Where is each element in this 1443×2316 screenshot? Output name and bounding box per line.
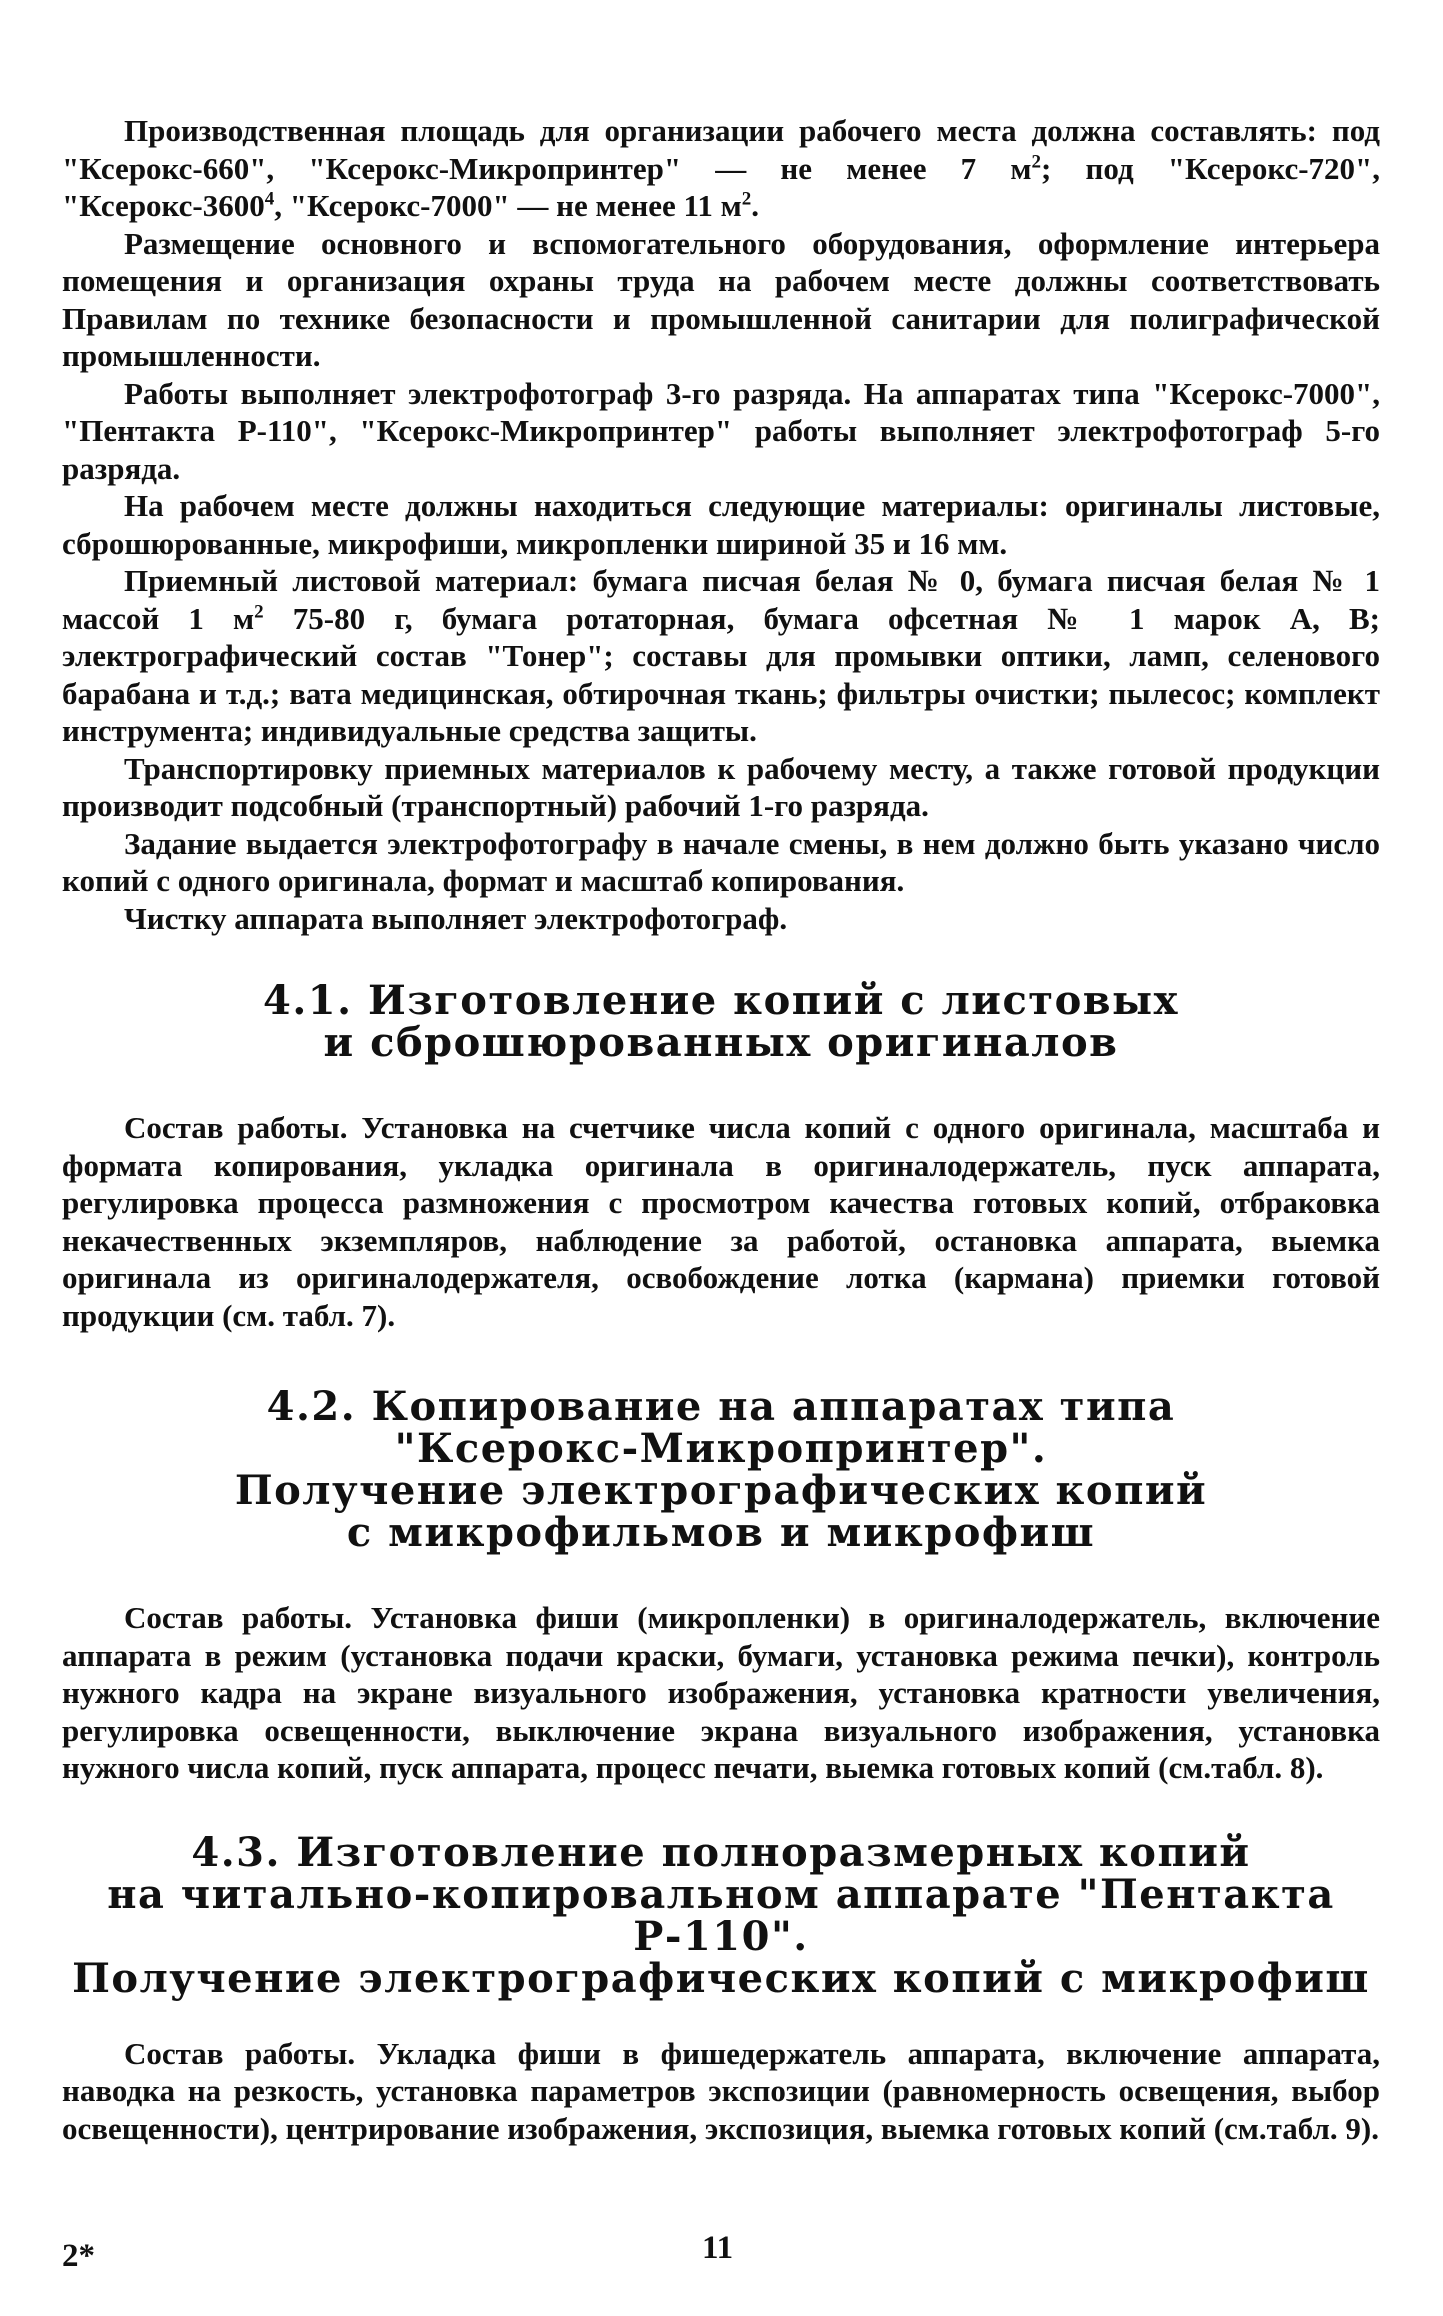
superscript: 2 <box>1031 151 1041 173</box>
page-number: 11 <box>702 2230 734 2266</box>
intro-paragraph-task: Задание выдается электрофотографу в начале смены, в нем должно быть указано число копий с одного оригинала, формат и масштаб копирования. <box>62 825 1380 898</box>
section-lead: Состав работы. <box>124 2035 356 2071</box>
section-text: Установка фиши (микропленки) в оригиналодержатель, включение аппарата в режим (установка подачи краски, бумаги, установка режима печки), контроль нужного кадра на экране визуального изображения, установка кратности увеличения, регулировка освещенности, выключение экрана визуального изображения, установка нужного числа копий, пуск аппарата, процесс печати, выемка готовых копий (см.табл. 8). <box>62 1600 1380 1785</box>
heading-line: с микрофильмов и микрофиш <box>346 1509 1096 1556</box>
intro-paragraph-part: Приемный листовой материал: бумага писчая белая № 0, бумага писчая белая № 1 массой 1 м <box>62 563 1380 636</box>
section-text: Установка на счетчике числа копий с одного оригинала, масштаба и формата копирования, укладка оригинала в оригиналодержатель, пуск аппарата, регулировка процесса размножения с просмотром качества готовых копий, отбраковка некачественных экземпляров, наблюдение за работой, остановка аппарата, выемка оригинала из оригиналодержателя, освобождение лотка (кармана) приемки готовой продукции (см. табл. 7). <box>62 1110 1380 1333</box>
intro-paragraph-part: Производственная площадь для организации рабочего места должна составлять: под "Ксерокс-660", "Ксерокс-Микропринтер" — не менее 7 м <box>62 113 1380 186</box>
heading-line: Получение электрографических копий с микрофиш <box>72 1954 1370 2002</box>
heading-line: и сброшюрованных оригиналов <box>323 1019 1119 1066</box>
section-lead: Состав работы. <box>124 1110 348 1145</box>
superscript: 2 <box>254 601 264 623</box>
section-text: Укладка фиши в фишедержатель аппарата, включение аппарата, наводка на резкость, установка параметров экспозиции (равномерность освещения, выбор освещенности), центрирование изображения, экспозиция, выемка готовых копий (см.табл. 9). <box>62 2035 1380 2146</box>
intro-paragraph-part: . <box>751 188 759 223</box>
page-footer <box>62 2230 1380 2288</box>
intro-paragraph-part: ; под "Ксерокс-720", "Ксерокс-3600 <box>62 150 1380 223</box>
intro-paragraph-part: 75-80 г, бумага ротаторная, бумага офсетная № 1 марок А, В; электрографический состав "Тонер"; составы для промывки оптики, ламп, селенового барабана и т.д.; вата медицинская, обтирочная ткань; фильтры очистки; пылесос; комплект инструмента; индивидуальные средства защиты. <box>62 600 1381 748</box>
section-body-4-2 <box>62 1599 1380 1787</box>
page-body <box>62 112 1380 2147</box>
intro-paragraph-area <box>62 112 1380 225</box>
intro-paragraph-part: , "Ксерокс-7000" — не менее 11 м <box>274 188 742 223</box>
section-lead: Состав работы. <box>124 1600 353 1635</box>
intro-paragraph-operator: Работы выполняет электрофотограф 3-го разряда. На аппаратах типа "Ксерокс-7000", "Пентакта Р-110", "Ксерокс-Микропринтер" работы выполняет электрофотограф 5-го разряда. <box>62 375 1380 486</box>
heading-line: 4.2. Копирование на аппаратах типа <box>266 1383 1176 1430</box>
intro-paragraph-cleaning: Чистку аппарата выполняет электрофотограф. <box>124 900 788 936</box>
section-heading-4-3 <box>62 1828 1380 2002</box>
heading-line: Получение электрографических копий <box>234 1467 1208 1514</box>
intro-paragraph-receiving <box>62 562 1380 750</box>
heading-line: "Ксерокс-Микропринтер". <box>394 1425 1048 1472</box>
section-body-4-3 <box>62 2035 1380 2148</box>
superscript: 2 <box>741 188 752 210</box>
section-body-4-1 <box>62 1109 1380 1334</box>
heading-line: на читально-копировальном аппарате "Пентакта Р-110". <box>107 1870 1335 1960</box>
intro-paragraph-materials: На рабочем месте должны находиться следующие материалы: оригиналы листовые, сброшюрованные, микрофиши, микропленки шириной 35 и 16 мм. <box>62 488 1380 561</box>
heading-line: 4.1. Изготовление копий с листовых <box>263 977 1179 1024</box>
intro-paragraph-safety: Размещение основного и вспомогательного оборудования, оформление интерьера помещения и организация охраны труда на рабочем месте должны соответствовать Правилам по технике безопасности и промышленной санитарии для полиграфической промышленности. <box>62 225 1380 373</box>
intro-paragraph-transport: Транспортировку приемных материалов к рабочему месту, а также готовой продукции производит подсобный (транспортный) рабочий 1-го разряда. <box>62 750 1380 823</box>
heading-line: 4.3. Изготовление полноразмерных копий <box>191 1828 1251 1876</box>
signature-mark: 2* <box>62 2238 95 2274</box>
section-heading-4-2 <box>62 1383 1380 1556</box>
superscript: 4 <box>264 188 275 210</box>
section-heading-4-1 <box>62 977 1380 1066</box>
